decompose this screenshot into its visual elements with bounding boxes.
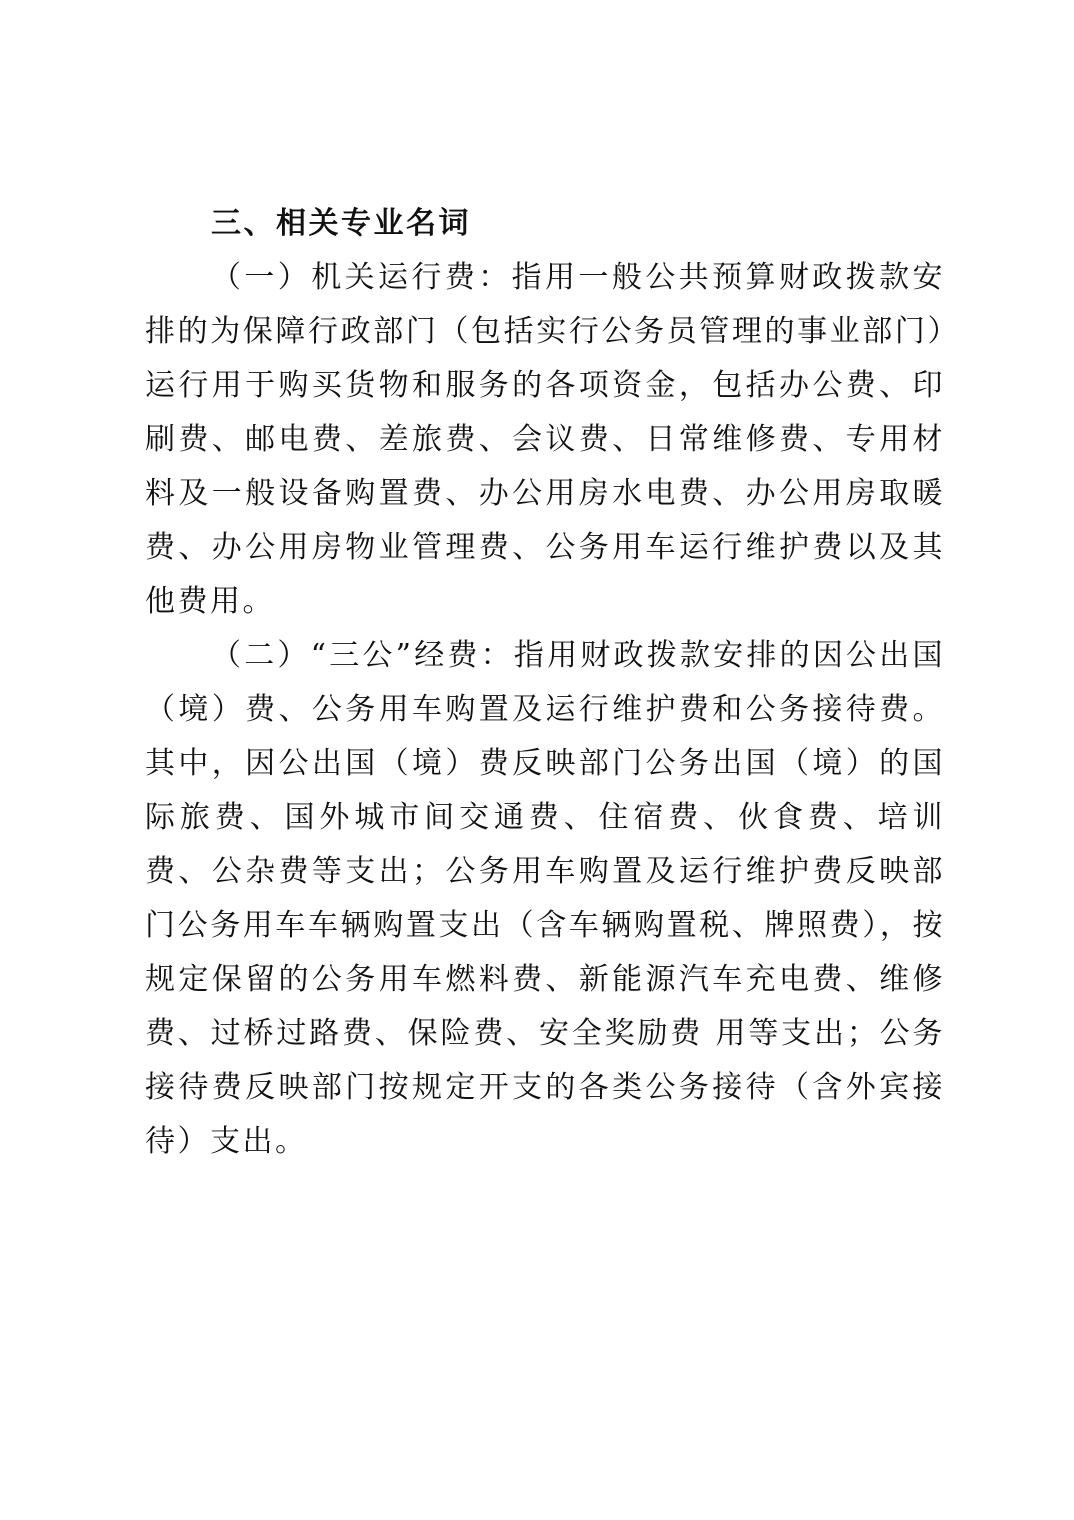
section-heading: 三、相关专业名词 xyxy=(211,206,471,241)
paragraph-three-public-expenses: （二）“三公”经费：指用财政拨款安排的因公出国（境）费、公务用车购置及运行维护费和公务接待费。其中，因公出国（境）费反映部门公务出国（境）的国际旅费、国外城市间交通费、住宿费、伙食费、培训费、公杂费等支出；公务用车购置及运行维护费反映部门公务用车车辆购置支出（含车辆购置税、牌照费），按规定保留的公务用车燃料费、新能源汽车充电费、维修费、过桥过路费、保险费、安全奖励费 用等支出；公务接待费反映部门按规定开支的各类公务接待（含外宾接待）支出。 xyxy=(145,638,945,1159)
paragraph-operating-expenses: （一）机关运行费：指用一般公共预算财政拨款安排的为保障行政部门（包括实行公务员管理的事业部门）运行用于购买货物和服务的各项资金，包括办公费、印刷费、邮电费、差旅费、会议费、日常维修费、专用材料及一般设备购置费、办公用房水电费、办公用房取暖费、办公用房物业管理费、公务用车运行维护费以及其他费用。 xyxy=(145,260,945,619)
document-body xyxy=(145,197,945,1169)
